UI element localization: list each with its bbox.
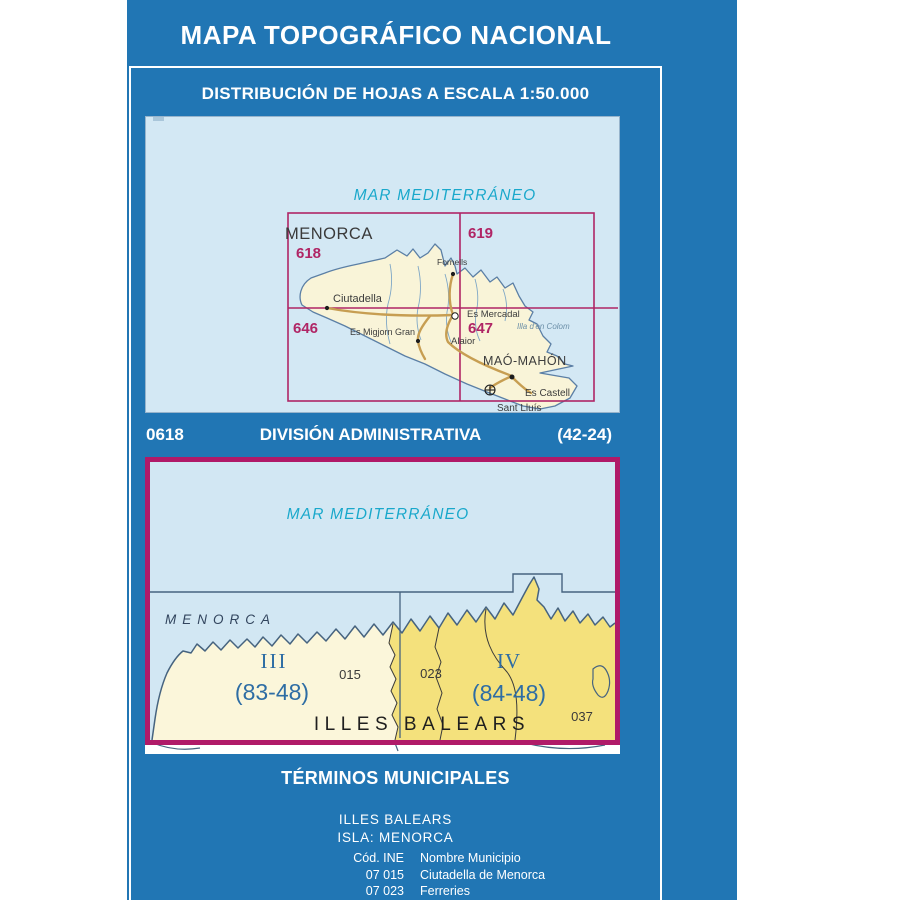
map2-region-label: MENORCA (165, 612, 277, 627)
sheet-number-647: 647 (468, 320, 494, 337)
map2-sea-label: MAR MEDITERRÁNEO (286, 506, 470, 523)
municipality-code-023: 023 (420, 666, 442, 681)
sheet-number-619: 619 (468, 225, 494, 242)
municipality-code-037: 037 (571, 709, 593, 724)
municipality-name: Ciutadella de Menorca (420, 867, 546, 882)
islet-label-illa-den-colom: Illa d'en Colom (517, 322, 570, 331)
town-label-es-mercadal: Es Mercadal (467, 309, 520, 320)
town-label-ciutadella: Ciutadella (333, 293, 382, 305)
quadrant-code-83-48: (83-48) (234, 679, 310, 705)
sheet-number-646: 646 (293, 320, 319, 337)
quadrant-numeral-iv: IV (496, 649, 522, 673)
admin-title: DIVISIÓN ADMINISTRATIVA (259, 425, 482, 444)
sheet-index-header: DISTRIBUCIÓN DE HOJAS A ESCALA 1:50.000 (201, 84, 590, 103)
quadrant-code-84-48: (84-48) (471, 680, 547, 706)
column-header-name: Nombre Municipio (420, 851, 521, 865)
municipalities-table (129, 850, 662, 900)
town-label-fornells: Fornells (437, 257, 468, 267)
admin-sheet-code: (42-24) (557, 425, 612, 444)
terms-region: ILLES BALEARS (338, 812, 453, 827)
municipality-code: 07 015 (365, 867, 404, 882)
municipality-code-015: 015 (339, 667, 361, 682)
town-label-es-castell: Es Castell (525, 388, 571, 399)
table-header-row (129, 850, 662, 867)
map1-margin-mark (153, 117, 164, 121)
municipality-code: 07 023 (365, 884, 404, 898)
map1-town-ring (452, 313, 458, 319)
town-label-es-migjorn-gran: Es Migjorn Gran (350, 327, 416, 337)
table-row (129, 867, 662, 884)
town-label-sant-lluis: Sant Lluís (497, 403, 542, 413)
sheet-number-618: 618 (296, 245, 322, 262)
map2-province-label: ILLES BALEARS (313, 714, 531, 735)
municipality-name: Ferreries (420, 884, 471, 898)
quadrant-numeral-iii: III (260, 649, 288, 673)
admin-division-header (146, 425, 612, 445)
town-label-mao-mahon: MAÓ-MAHÓN (483, 354, 567, 368)
admin-sheet-number: 0618 (146, 425, 184, 444)
column-header-code: Cód. INE (353, 851, 404, 865)
map1-region-label: MENORCA (285, 225, 373, 243)
table-row (129, 883, 662, 900)
terms-island: ISLA: MENORCA (337, 830, 454, 845)
town-label-alaior: Alaior (451, 336, 476, 347)
admin-division-map (145, 457, 620, 754)
page-title: MAPA TOPOGRÁFICO NACIONAL (180, 20, 612, 50)
sheet-index-map (145, 116, 620, 413)
map1-sea-label: MAR MEDITERRÁNEO (353, 187, 537, 204)
airport-icon (485, 385, 495, 395)
municipal-terms-title: TÉRMINOS MUNICIPALES (281, 768, 510, 788)
